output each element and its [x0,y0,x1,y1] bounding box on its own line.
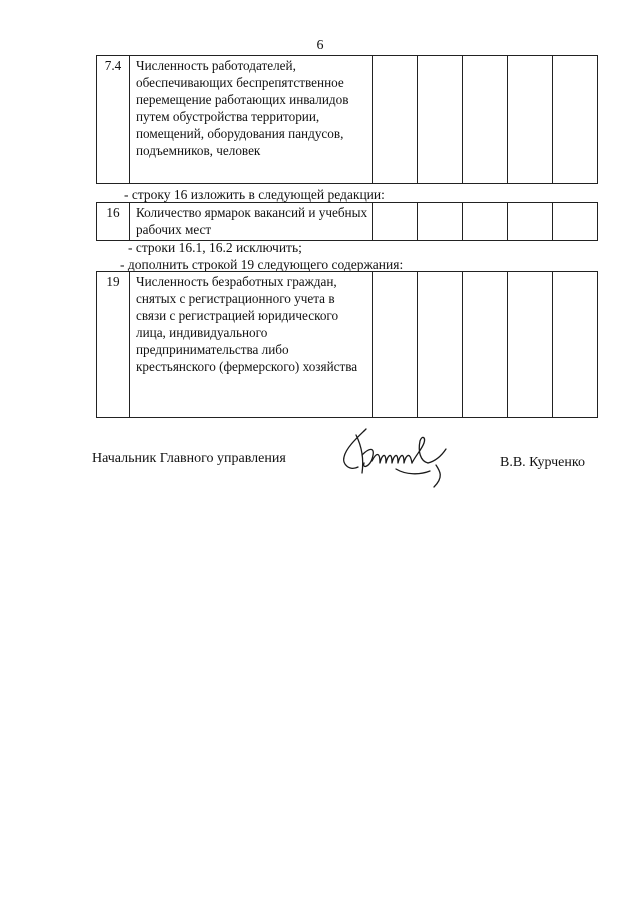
handwritten-signature [336,425,474,495]
value-cell [508,203,553,241]
row-indicator: Численность работодателей, обеспечивающих беспрепятственное перемещение работающих инвалидов путем обустройства территории, помещений, оборудования пандусов, подъемников, человек [130,56,373,184]
signatory-name: В.В. Курченко [500,455,585,470]
table-row-7-4 [96,55,598,184]
value-cell [553,203,598,241]
row-number: 19 [97,272,130,418]
value-cell [463,272,508,418]
value-cell [553,272,598,418]
value-cell [418,272,463,418]
row-number: 16 [97,203,130,241]
row-indicator: Численность безработных граждан, снятых с регистрационного учета в связи с регистрацией юридического лица, индивидуального предпринимательства либо крестьянского (фермерского) хозяйства [130,272,373,418]
value-cell [418,56,463,184]
value-cell [508,272,553,418]
value-cell [553,56,598,184]
note-add-row-19: - дополнить строкой 19 следующего содержания: [120,257,404,272]
note-replace-row-16: - строку 16 изложить в следующей редакции: [124,187,385,202]
page-number: 6 [316,38,324,53]
signatory-title: Начальник Главного управления [92,451,286,466]
value-cell [463,203,508,241]
table-row-16 [96,202,598,241]
value-cell [508,56,553,184]
value-cell [373,203,418,241]
value-cell [373,56,418,184]
row-indicator: Количество ярмарок вакансий и учебных рабочих мест [130,203,373,241]
value-cell [463,56,508,184]
row-number: 7.4 [97,56,130,184]
value-cell [418,203,463,241]
table-row-19 [96,271,598,418]
value-cell [373,272,418,418]
note-remove-rows: - строки 16.1, 16.2 исключить; [128,240,302,255]
